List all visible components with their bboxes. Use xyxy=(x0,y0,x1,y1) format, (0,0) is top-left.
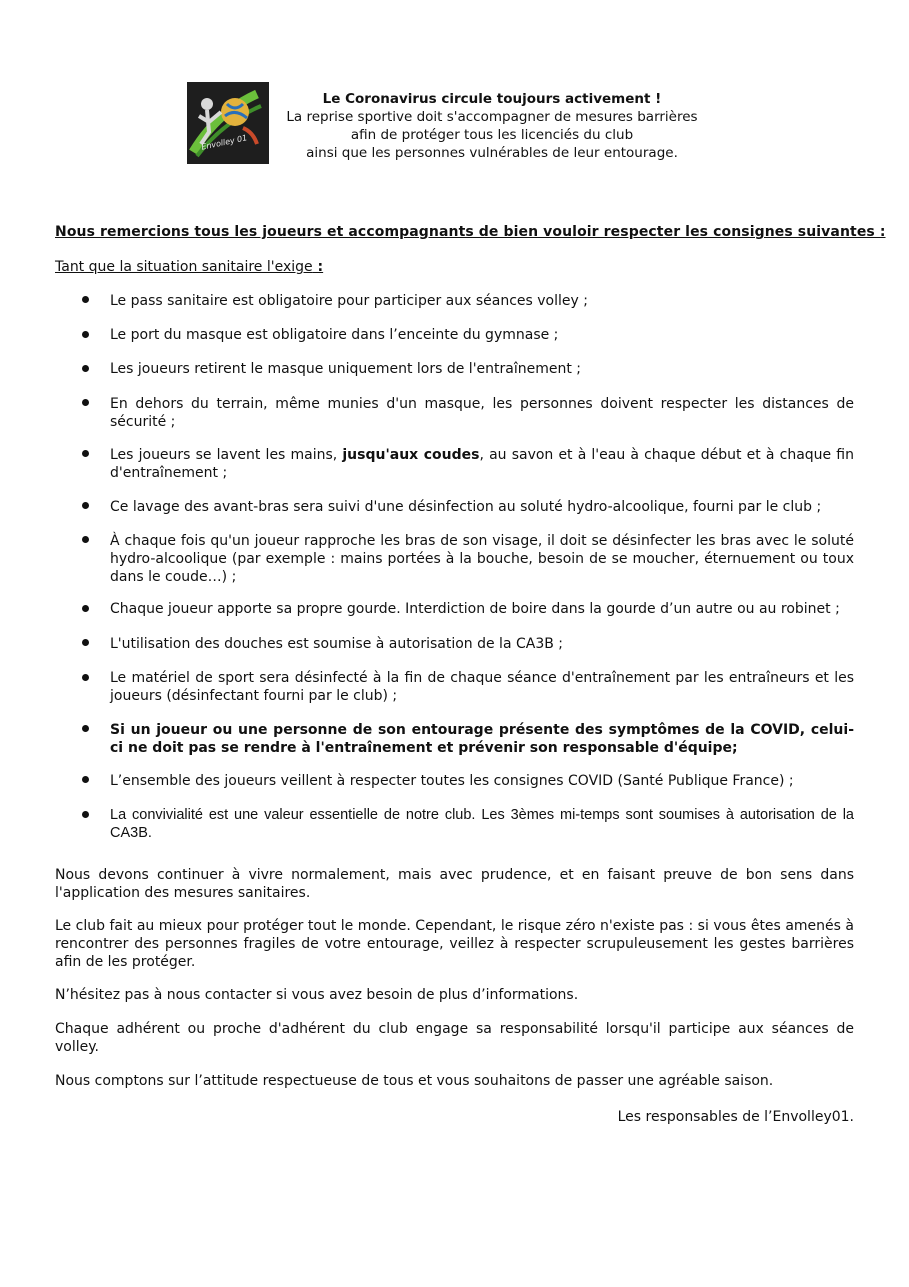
bullet-icon xyxy=(82,365,89,372)
bullet-icon xyxy=(82,639,89,646)
rule-item: La convivialité est une valeur essentielle de notre club. Les 3èmes mi-temps sont soumises à autorisation de la CA3B. xyxy=(110,807,854,841)
header-block xyxy=(272,90,712,162)
rule-item: Les joueurs retirent le masque uniquement lors de l'entraînement ; xyxy=(110,361,582,377)
bullet-icon xyxy=(82,399,89,406)
bullet-icon xyxy=(82,450,89,457)
paragraph: Chaque adhérent ou proche d'adhérent du club engage sa responsabilité lorsqu'il participe aux séances de volley. xyxy=(55,1021,854,1055)
intro-heading: Nous remercions tous les joueurs et accompagnants de bien vouloir respecter les consignes suivantes : xyxy=(55,224,886,240)
logo-text: Envolley 01 xyxy=(200,133,249,152)
header-line: La reprise sportive doit s'accompagner de mesures barrières xyxy=(286,109,698,125)
header-line: ainsi que les personnes vulnérables de leur entourage. xyxy=(306,145,678,161)
rule-item: L'utilisation des douches est soumise à autorisation de la CA3B ; xyxy=(110,636,564,652)
bullet-icon xyxy=(82,536,89,543)
signature: Les responsables de l’Envolley01. xyxy=(617,1109,854,1125)
paragraph: Nous devons continuer à vivre normalement, mais avec prudence, et en faisant preuve de bon sens dans l'application des mesures sanitaires. xyxy=(55,867,854,901)
condition-text: Tant que la situation sanitaire l'exige xyxy=(55,259,313,275)
paragraph: Nous comptons sur l’attitude respectueuse de tous et vous souhaitons de passer une agréable saison. xyxy=(55,1073,774,1089)
bullet-icon xyxy=(82,811,89,818)
paragraph: Le club fait au mieux pour protéger tout le monde. Cependant, le risque zéro n'existe pas : si vous êtes amenés à rencontrer des personnes fragiles de votre entourage, veillez à respecter scrupuleusement les gestes barrières afin de les protéger. xyxy=(55,918,854,970)
rule-item xyxy=(110,446,854,482)
rule-item: L’ensemble des joueurs veillent à respecter toutes les consignes COVID (Santé Publique France) ; xyxy=(110,773,794,789)
rule-item: Le pass sanitaire est obligatoire pour participer aux séances volley ; xyxy=(110,293,588,309)
club-logo xyxy=(187,82,269,164)
rule-text: Les joueurs se lavent les mains, xyxy=(110,447,343,463)
volleyball-club-logo-icon xyxy=(187,82,269,164)
bullet-icon xyxy=(82,502,89,509)
rule-item: Ce lavage des avant-bras sera suivi d'une désinfection au soluté hydro-alcoolique, fourni par le club ; xyxy=(110,499,822,515)
bullet-icon xyxy=(82,605,89,612)
rule-item: Le port du masque est obligatoire dans l’enceinte du gymnase ; xyxy=(110,327,559,343)
bullet-icon xyxy=(82,776,89,783)
rule-item: Le matériel de sport sera désinfecté à la fin de chaque séance d'entraînement par les entraîneurs et les joueurs (désinfectant fourni par le club) ; xyxy=(110,670,854,704)
rule-item: À chaque fois qu'un joueur rapproche les bras de son visage, il doit se désinfecter les bras avec le soluté hydro-alcoolique (par exemple : mains portées à la bouche, besoin de se moucher, éternuement ou toux dans le coude…) ; xyxy=(110,533,854,585)
rule-item: En dehors du terrain, même munies d'un masque, les personnes doivent respecter les distances de sécurité ; xyxy=(110,396,854,430)
paragraph: N’hésitez pas à nous contacter si vous avez besoin de plus d’informations. xyxy=(55,987,579,1003)
rule-item-warning: Si un joueur ou une personne de son entourage présente des symptômes de la COVID, celui-ci ne doit pas se rendre à l'entraînement et prévenir son responsable d'équipe; xyxy=(110,722,854,756)
condition-suffix: : xyxy=(312,259,324,275)
header-line: afin de protéger tous les licenciés du club xyxy=(350,127,634,143)
bullet-icon xyxy=(82,674,89,681)
bullet-icon xyxy=(82,331,89,338)
condition-heading xyxy=(55,258,323,276)
rule-text: , au savon et à l'eau à chaque début et à chaque fin d'entraînement ; xyxy=(110,447,854,481)
rule-item: Chaque joueur apporte sa propre gourde. Interdiction de boire dans la gourde d’un autre ou au robinet ; xyxy=(110,601,840,617)
bullet-icon xyxy=(82,296,89,303)
header-title: Le Coronavirus circule toujours activement ! xyxy=(322,91,662,107)
rule-emphasis: jusqu'aux coudes xyxy=(342,447,480,463)
bullet-icon xyxy=(82,725,89,732)
